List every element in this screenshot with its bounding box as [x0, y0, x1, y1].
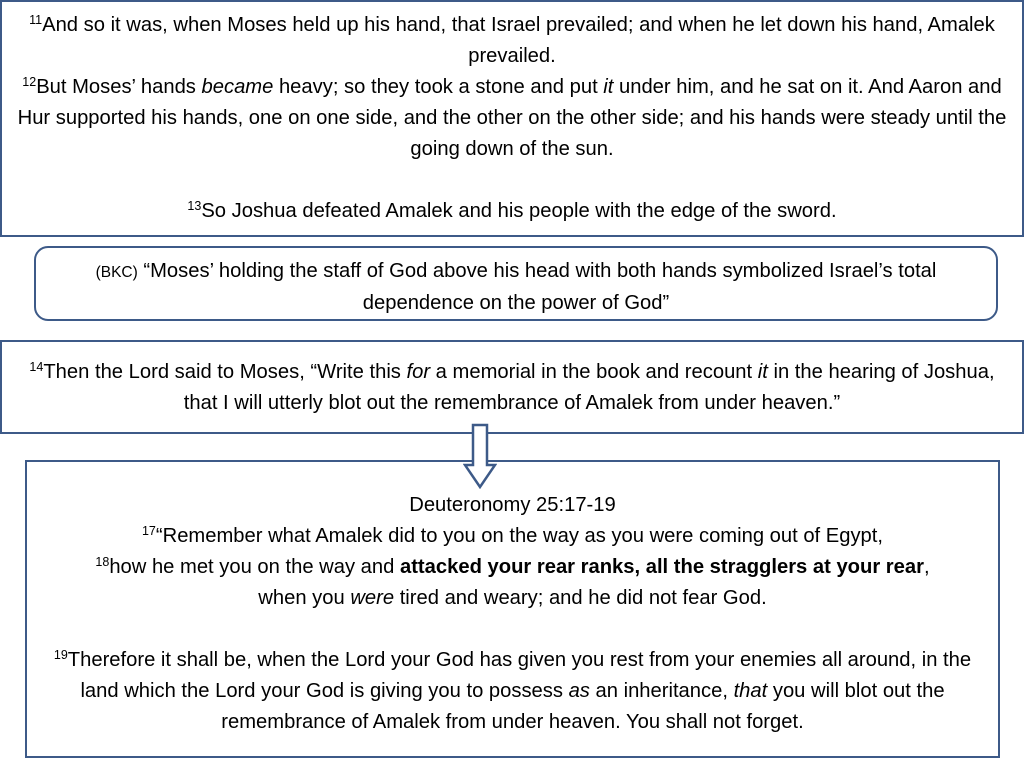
verse-text: how he met you on the way and	[109, 556, 400, 578]
verse-text: a memorial in the book and recount	[430, 361, 758, 383]
verse-number: 12	[22, 75, 37, 90]
verse-text: Therefore it shall be, when the Lord your God has given you rest from your enemies all around, in the land which the Lord your God is giving you to possess	[67, 649, 972, 702]
quote-text: “Moses’ holding the staff of God above his head with both hands symbolized Israel’s total dependence on the power of God”	[137, 260, 937, 314]
verse-number: 14	[29, 360, 44, 375]
deuteronomy-box	[25, 460, 1000, 758]
verse-text: So Joshua defeated Amalek and his people with the edge of the sword.	[201, 200, 837, 222]
verse-11	[10, 10, 1014, 72]
italic-word: that	[733, 680, 768, 702]
exodus-passage-box	[0, 0, 1024, 237]
verse-13	[10, 196, 1014, 227]
commentary-quote	[48, 256, 984, 318]
verse-text: heavy; so they took a stone and put	[273, 76, 604, 98]
verse-number: 13	[187, 199, 202, 214]
verse-text: ,	[923, 556, 930, 578]
italic-word: for	[406, 361, 431, 383]
verse-text: tired and weary; and he did not fear God.	[394, 587, 767, 609]
verse-18	[35, 552, 990, 614]
verse-text: when you	[258, 587, 351, 609]
verse-14-box	[0, 340, 1024, 434]
commentary-quote-box	[34, 246, 998, 321]
verse-12	[10, 72, 1014, 165]
verse-text: Then the Lord said to Moses, “Write this	[43, 361, 407, 383]
verse-text: in the hearing of Joshua, that I will utterly blot out the remembrance of Amalek from under heaven.”	[183, 361, 995, 414]
verse-19	[35, 645, 990, 738]
verse-number: 11	[29, 13, 43, 28]
bold-phrase: attacked your rear ranks, all the stragglers at your rear	[399, 556, 924, 578]
verse-text: under him, and he sat on it. And Aaron and Hur supported his hands, one on one side, and the other on the other side; and his hands were steady until the going down of the sun.	[17, 76, 1007, 160]
source-tag: (BKC)	[95, 264, 138, 281]
verse-text: But Moses’ hands	[36, 76, 202, 98]
italic-word: it	[603, 76, 614, 98]
spacer	[10, 165, 1014, 196]
down-arrow-icon	[463, 423, 497, 489]
verse-number: 18	[95, 555, 110, 570]
verse-text: an inheritance,	[589, 680, 734, 702]
verse-number: 19	[53, 648, 68, 663]
italic-word: were	[350, 587, 395, 609]
verse-14	[10, 357, 1014, 419]
spacer	[35, 614, 990, 645]
verse-text: you will blot out the remembrance of Amalek from under heaven. You shall not forget.	[221, 680, 945, 733]
italic-word: became	[201, 76, 274, 98]
verse-text: And so it was, when Moses held up his hand, that Israel prevailed; and when he let down his hand, Amalek prevailed.	[42, 14, 995, 67]
verse-number: 17	[141, 524, 156, 539]
verse-text: “Remember what Amalek did to you on the way as you were coming out of Egypt,	[155, 525, 884, 547]
verse-17	[35, 521, 990, 552]
passage-title: Deuteronomy 25:17-19	[409, 494, 616, 516]
italic-word: as	[568, 680, 590, 702]
italic-word: it	[757, 361, 768, 383]
